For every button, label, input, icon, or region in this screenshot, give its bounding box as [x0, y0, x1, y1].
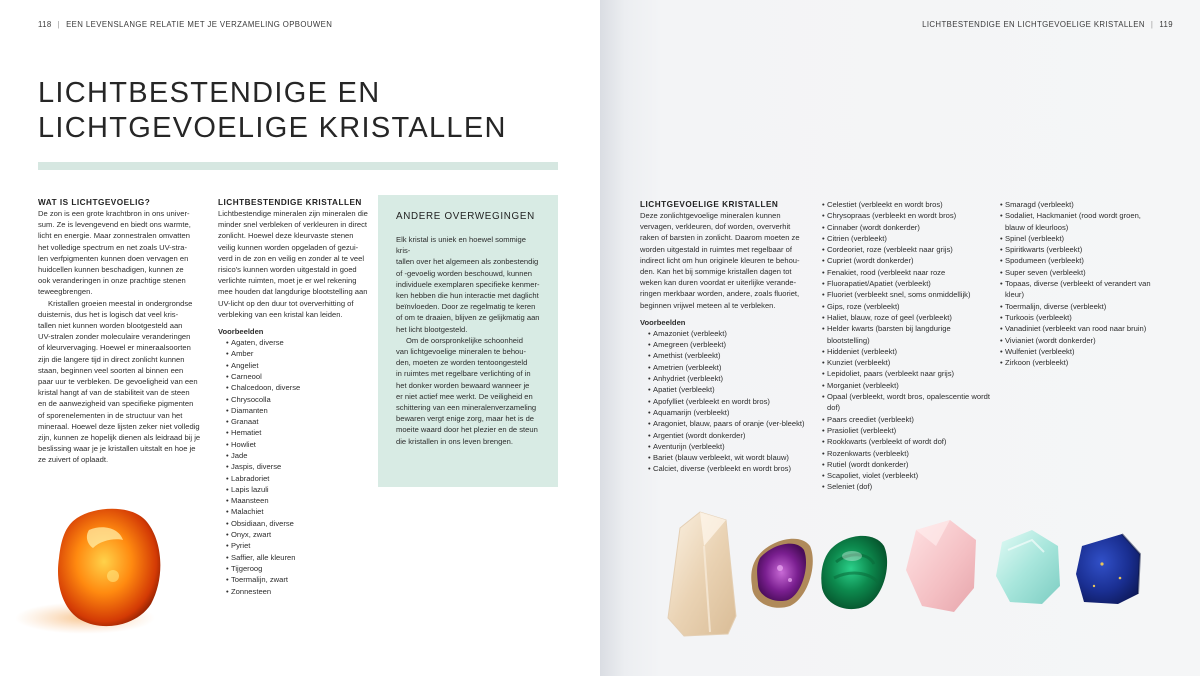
list-item: • Turkoois (verbleekt)	[1000, 312, 1160, 323]
text-line: of kleurvervaging. Hoewel er mineraalsoorten	[38, 343, 191, 353]
text-line: teweegbrengen.	[38, 287, 93, 297]
list-item: • Seleniet (dof)	[822, 481, 990, 492]
list-item: • Chrysocolla	[226, 394, 373, 405]
list-item: • Rozenkwarts (verbleekt)	[822, 448, 990, 459]
box-heading: ANDERE OVERWEGINGEN	[396, 211, 535, 222]
text-line: ringen merkbaar worden, andere, zoals fluoriet,	[640, 289, 800, 299]
text-line: Deze zonlichtgevoelige mineralen kunnen	[640, 211, 781, 220]
text-line: beginnen vrijwel meteen al te verbleken.	[640, 300, 776, 310]
text-line: tallen over het algemeen als zonbestendig	[396, 257, 539, 267]
text-line: kristal hangt af van de stabiliteit van de steen	[38, 388, 190, 398]
list-item: • Spodumeen (verbleekt)	[1000, 255, 1160, 266]
title-line: LICHTGEVOELIGE KRISTALLEN	[38, 112, 507, 144]
text-line: zonlicht. Hoewel deze kleurvaste stenen	[218, 231, 354, 241]
right-page	[600, 0, 1200, 676]
examples-list	[822, 199, 990, 493]
text-line: van lichtgevoelige mineralen te behou-	[396, 347, 527, 357]
examples-label: Voorbeelden	[640, 317, 686, 327]
list-item: • Agaten, diverse	[226, 337, 373, 348]
text-line: er niet actief mee werkt. De veiligheid en	[396, 391, 533, 401]
list-item: • Apatiet (verbleekt)	[648, 384, 815, 395]
text-line: moeite waard door het plezier en de steun	[396, 425, 538, 435]
text-line: vervagen, verkleuren, dof worden, oververhit	[640, 222, 791, 232]
text-line: zijn, kunnen ze hopelijk dienen als leidraad bij je	[38, 433, 201, 443]
list-item: • Labradoriet	[226, 473, 373, 484]
text-line: indirect licht om hun originele kleuren te behou-	[640, 255, 800, 265]
text-line: huidcellen kunnen beschadigen, kunnen ze	[38, 265, 184, 275]
text-line: het donker worden bewaard wanneer je	[396, 380, 530, 390]
list-item: • Pyriet	[226, 540, 373, 551]
text-line: en de aanwezigheid van specifieke pigmenten	[38, 399, 194, 409]
page-title	[38, 76, 507, 146]
list-item: • Onyx, zwart	[226, 529, 373, 540]
text-line: of sporenelementen in de structuur van het	[38, 410, 183, 420]
amazonite	[996, 530, 1060, 604]
list-item: • Spinel (verbleekt)	[1000, 233, 1160, 244]
col-wat-is-lichtgevoelig	[38, 197, 204, 466]
list-item: • Toermalijn, zwart	[226, 574, 373, 585]
list-item: • Gips, roze (verbleekt)	[822, 301, 990, 312]
text-line: verbleking van een kristal kan leiden.	[218, 309, 343, 319]
list-item: • Howliet	[226, 439, 373, 450]
list-item: • Rutiel (wordt donkerder)	[822, 459, 990, 470]
list-item: • Granaat	[226, 416, 373, 427]
text-line: Lichtbestendige mineralen zijn mineralen die	[218, 209, 368, 218]
text-line: minder snel verbleken of verkleuren in direct	[218, 220, 367, 230]
examples-list	[640, 328, 815, 475]
list-item: • Argentiet (wordt donkerder)	[648, 430, 815, 441]
rose-quartz	[906, 520, 976, 612]
list-item: • Scapoliet, violet (verbleekt)	[822, 470, 990, 481]
text-line: UV-licht op den duur tot oververhitting of	[218, 298, 354, 308]
examples-list	[1000, 199, 1160, 368]
amber-stone-photo	[15, 500, 190, 640]
list-item: • Super seven (verbleekt)	[1000, 267, 1160, 278]
text-line: Om de oorspronkelijke schoonheid	[406, 335, 523, 345]
list-item: • Lapis lazuli	[226, 484, 373, 495]
text-line: beslissing waar je je kristallen uitstalt en hoe je	[38, 444, 196, 454]
list-item: • Smaragd (verbleekt)	[1000, 199, 1160, 210]
amber-glint	[107, 570, 119, 582]
text-line: staan, beginnen veel soorten al binnen een	[38, 365, 184, 375]
list-item: • Obsidiaan, diverse	[226, 518, 373, 529]
text-line: mineraal. Hoewel deze lijsten zeker niet volledig	[38, 421, 200, 431]
separator: |	[57, 20, 61, 29]
text-line: beïnvloeden. Door ze regelmatig te keren	[396, 302, 536, 312]
list-item: • Citrien (verbleekt)	[822, 233, 990, 244]
text-line: licht en energie. Maar zonnestralen omvatten	[38, 231, 190, 241]
list-item: • Fenakiet, rood (verbleekt naar roze	[822, 267, 990, 278]
text-line: ken hebben die hun interactie met daglicht	[396, 291, 539, 301]
examples-list	[218, 337, 373, 597]
text-line: raken of barsten in zonlicht. Daarom moeten ze	[640, 233, 800, 243]
list-item: • Spiritkwarts (verbleekt)	[1000, 244, 1160, 255]
list-item: • Diamanten	[226, 405, 373, 416]
list-item: • Paars creediet (verbleekt)	[822, 414, 990, 425]
list-item: • Aventurijn (verbleekt)	[648, 441, 815, 452]
list-item: • Chalcedoon, diverse	[226, 382, 373, 393]
text-line: De zon is een grote krachtbron in ons univer-	[38, 209, 190, 218]
text-line: weken kan duren voordat er uiterlijke verande-	[640, 278, 797, 288]
right-page-number: 119	[1159, 20, 1173, 29]
section-body	[640, 210, 815, 311]
list-item: • Zonnesteen	[226, 586, 373, 597]
list-item: • Bariet (blauw verbleekt, wit wordt blauw)	[648, 452, 815, 463]
list-item: • Jaspis, diverse	[226, 461, 373, 472]
section-body	[218, 208, 373, 320]
andere-overwegingen-box	[378, 195, 558, 487]
left-page-number: 118	[38, 20, 52, 29]
lapis-lazuli	[1076, 534, 1140, 604]
list-item: • Anhydriet (verbleekt)	[648, 373, 815, 384]
text-line: of -gevoelig worden beschouwd, kunnen	[396, 268, 532, 278]
text-line: tallen niet kunnen worden blootgesteld aan	[38, 321, 183, 331]
left-running-head	[38, 20, 332, 29]
text-line: veilig kunnen worden opgeladen of gezui-	[218, 242, 359, 252]
text-line: ze zuivert of oplaadt.	[38, 455, 109, 465]
list-item: • Morganiet (verbleekt)	[822, 380, 990, 391]
list-item: • Opaal (verbleekt, wordt bros, opalescentie wordt dof)	[822, 391, 990, 414]
list-item: • Jade	[226, 450, 373, 461]
list-item: • Hiddeniet (verbleekt)	[822, 346, 990, 357]
list-item: • Maansteen	[226, 495, 373, 506]
list-item: • Vivianiet (wordt donkerder)	[1000, 335, 1160, 346]
list-item: • Celestiet (verbleekt en wordt bros)	[822, 199, 990, 210]
list-item: • Angeliet	[226, 360, 373, 371]
list-item: • Wulfeniet (verbleekt)	[1000, 346, 1160, 357]
title-rule	[38, 162, 558, 170]
text-line: in ruimtes met regelbare verlichting of in	[396, 369, 531, 379]
section-heading: LICHTBESTENDIGE KRISTALLEN	[218, 198, 362, 207]
list-item: • Amethist (verbleekt)	[648, 350, 815, 361]
text-line: den, moeten ze worden tentoongesteld	[396, 358, 528, 368]
list-item: • Calciet, diverse (verbleekt en wordt bros)	[648, 463, 815, 474]
col-lichtgevoelige-list-3	[1000, 199, 1160, 368]
list-item: • Zirkoon (verbleekt)	[1000, 357, 1160, 368]
col-lichtbestendige-kristallen	[218, 197, 373, 597]
list-item: • Aquamarijn (verbleekt)	[648, 407, 815, 418]
list-item: • Malachiet	[226, 506, 373, 517]
text-line: len verfpigmenten kunnen doen vervagen en	[38, 253, 189, 263]
text-line: verlichte ruimten, moet je er wel rekening	[218, 276, 357, 286]
clear-quartz-point	[668, 512, 736, 636]
text-line: UV-stralen zonder moleculaire veranderingen	[38, 332, 191, 342]
list-item: • Saffier, alle kleuren	[226, 552, 373, 563]
amethyst-geode-slice	[751, 539, 813, 608]
list-item: • Apofylliet (verbleekt en wordt bros)	[648, 396, 815, 407]
list-item: • Chrysopraas (verbleekt en wordt bros)	[822, 210, 990, 221]
section-heading: LICHTGEVOELIGE KRISTALLEN	[640, 200, 779, 209]
right-running-head	[922, 20, 1173, 29]
list-item: • Tijgeroog	[226, 563, 373, 574]
list-item: • Fluoriet (verbleekt snel, soms onmiddellijk)	[822, 289, 990, 300]
list-item: • Amegreen (verbleekt)	[648, 339, 815, 350]
crystal-row-photo	[640, 506, 1160, 656]
text-line: of om te draaien, blijven ze gelijkmatig aan	[396, 313, 540, 323]
malachite	[821, 536, 887, 609]
list-item: • Hematiet	[226, 427, 373, 438]
col-lichtgevoelige-kristallen	[640, 199, 815, 475]
col-lichtgevoelige-list-2	[822, 199, 990, 493]
list-item: • Topaas, diverse (verbleekt of verandert van kleur)	[1000, 278, 1160, 301]
text-line: duisternis, dus het is logisch dat veel kris-	[38, 309, 179, 319]
text-line: worden uitgestald in ruimtes met regelbaar of	[640, 244, 792, 254]
list-item: • Aragoniet, blauw, paars of oranje (ver-bleekt)	[648, 418, 815, 429]
text-line: verd in de zon en veilig en zonder al te veel	[218, 253, 365, 263]
text-line: mee houden dat langdurige blootstelling aan	[218, 287, 368, 297]
list-item: • Sodaliet, Hackmaniet (rood wordt groen, blauw of kleurloos)	[1000, 210, 1160, 233]
text-line: die kristallen in ons leven brengen.	[396, 436, 513, 446]
text-line: sum. Ze is levengevend en biedt ons warmte,	[38, 220, 191, 230]
list-item: • Kunziet (verbleekt)	[822, 357, 990, 368]
amber-body	[58, 509, 160, 626]
text-line: bewaren vergt enige zorg, maar het is de	[396, 414, 535, 424]
box-body	[396, 234, 542, 447]
list-item: • Haliet, blauw, roze of geel (verbleekt)	[822, 312, 990, 323]
list-item: • Rookkwarts (verbleekt of wordt dof)	[822, 436, 990, 447]
list-item: • Toermalijn, diverse (verbleekt)	[1000, 301, 1160, 312]
text-line: het licht blootgesteld.	[396, 324, 468, 334]
title-line: LICHTBESTENDIGE EN	[38, 77, 381, 109]
list-item: • Fluorapatiet/Apatiet (verbleekt)	[822, 278, 990, 289]
list-item: • Cupriet (wordt donkerder)	[822, 255, 990, 266]
text-line: het volledige spectrum en net zoals UV-stra-	[38, 242, 187, 252]
text-line: den. Kan het bij sommige kristallen dagen tot	[640, 267, 792, 277]
text-line: risico's kunnen worden uitgestald in goed	[218, 265, 357, 275]
right-running-head-text: LICHTBESTENDIGE EN LICHTGEVOELIGE KRISTALLEN	[922, 20, 1145, 29]
text-line: Elk kristal is uniek en hoewel sommige kris-	[396, 235, 526, 256]
list-item: • Helder kwarts (barsten bij langdurige blootstelling)	[822, 323, 990, 346]
text-line: schittering van een mineralenverzameling	[396, 403, 537, 413]
text-line: individuele exemplaren specifieke kenmer-	[396, 279, 540, 289]
list-item: • Vanadiniet (verbleekt van rood naar bruin)	[1000, 323, 1160, 334]
text-line: ook veranderingen in onze prachtige stenen	[38, 276, 186, 286]
section-heading: WAT IS LICHTGEVOELIG?	[38, 198, 151, 207]
list-item: • Amber	[226, 348, 373, 359]
list-item: • Amazoniet (verbleekt)	[648, 328, 815, 339]
text-line: zijn die langere tijd in direct zonlicht kunnen	[38, 354, 185, 364]
list-item: • Ametrien (verbleekt)	[648, 362, 815, 373]
list-item: • Prasioliet (verbleekt)	[822, 425, 990, 436]
examples-label: Voorbeelden	[218, 327, 264, 337]
list-item: • Carneool	[226, 371, 373, 382]
text-line: Kristallen groeien meestal in ondergrondse	[48, 298, 193, 308]
list-item: • Lepidoliet, paars (verbleekt naar grijs)	[822, 368, 990, 379]
separator: |	[1150, 20, 1154, 29]
list-item: • Cinnaber (wordt donkerder)	[822, 222, 990, 233]
list-item: • Cordeoriet, roze (verbleekt naar grijs)	[822, 244, 990, 255]
text-line: paar uur te verbleken. De gevoeligheid van een	[38, 377, 198, 387]
left-running-head-text: EEN LEVENSLANGE RELATIE MET JE VERZAMELING OPBOUWEN	[66, 20, 333, 29]
section-body	[38, 208, 204, 466]
